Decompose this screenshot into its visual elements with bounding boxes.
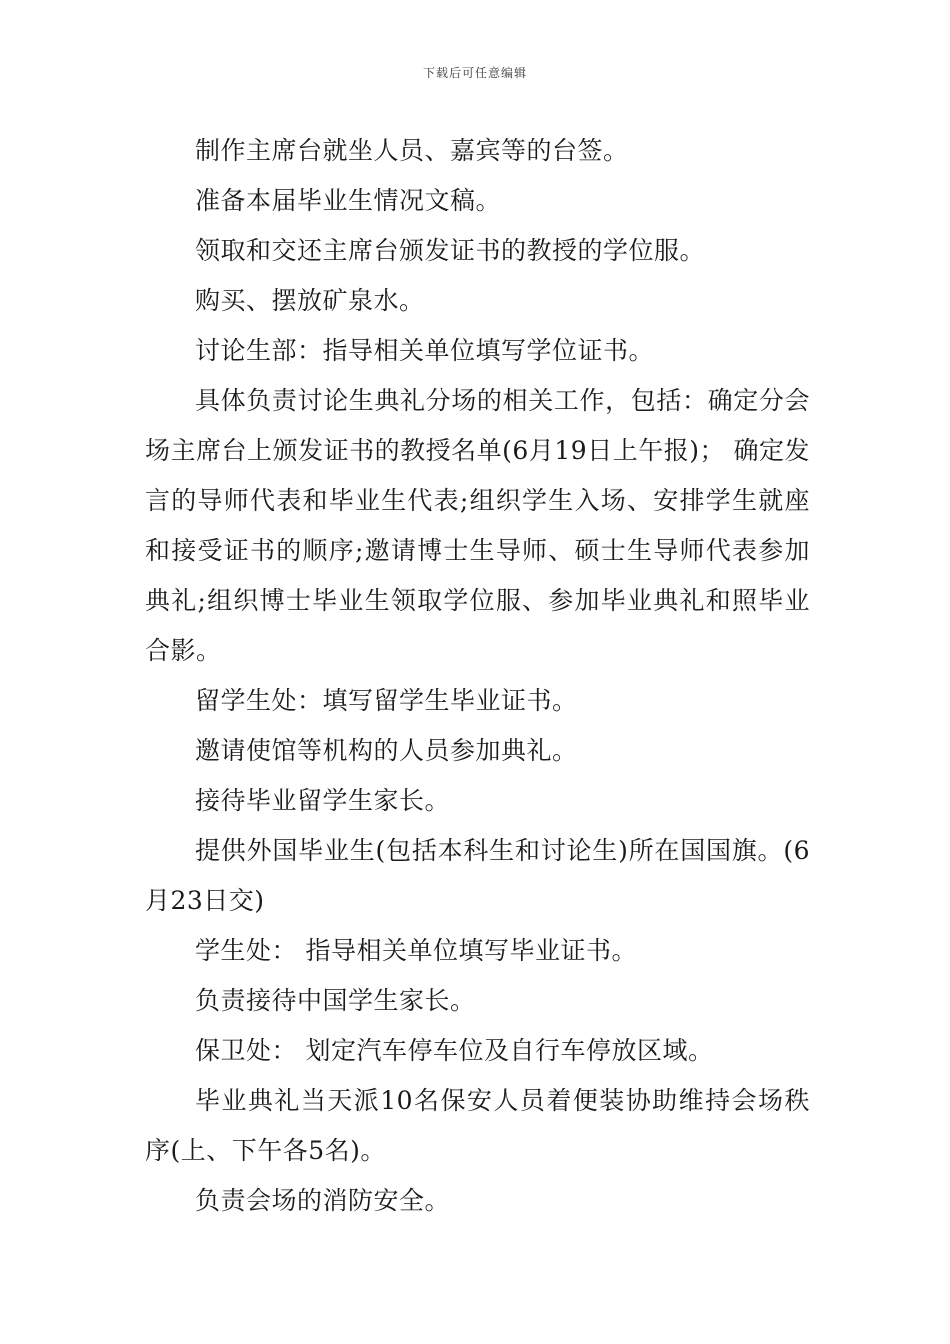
paragraph: 制作主席台就坐人员、嘉宾等的台签。 xyxy=(195,136,629,165)
paragraph: 保卫处： 划定汽车停车位及自行车停放区域。 xyxy=(195,1036,714,1065)
paragraph: 毕业典礼当天派10名保安人员着便装协助维持会场秩序(上、下午各5名)。 xyxy=(145,1086,810,1165)
paragraph: 领取和交还主席台颁发证书的教授的学位服。 xyxy=(195,236,706,265)
document-body xyxy=(145,126,810,1226)
paragraph: 接待毕业留学生家长。 xyxy=(195,786,451,815)
paragraph: 负责会场的消防安全。 xyxy=(195,1186,451,1215)
paragraph: 准备本届毕业生情况文稿。 xyxy=(195,186,502,215)
paragraph: 具体负责讨论生典礼分场的相关工作，包括：确定分会场主席台上颁发证书的教授名单(6月19日上午报)； 确定发言的导师代表和毕业生代表;组织学生入场、安排学生就座和接受证书的顺序;邀请博士生导师、硕士生导师代表参加典礼;组织博士毕业生领取学位服、参加毕业典礼和照毕业合影。 xyxy=(145,386,810,665)
page-header: 下载后可任意编辑 xyxy=(422,66,527,80)
paragraph: 负责接待中国学生家长。 xyxy=(195,986,476,1015)
paragraph: 提供外国毕业生(包括本科生和讨论生)所在国国旗。(6月23日交) xyxy=(145,836,810,915)
paragraph: 讨论生部：指导相关单位填写学位证书。 xyxy=(195,336,655,365)
paragraph: 邀请使馆等机构的人员参加典礼。 xyxy=(195,736,578,765)
paragraph: 学生处： 指导相关单位填写毕业证书。 xyxy=(195,936,637,965)
paragraph: 留学生处：填写留学生毕业证书。 xyxy=(195,686,578,715)
paragraph: 购买、摆放矿泉水。 xyxy=(195,286,425,315)
